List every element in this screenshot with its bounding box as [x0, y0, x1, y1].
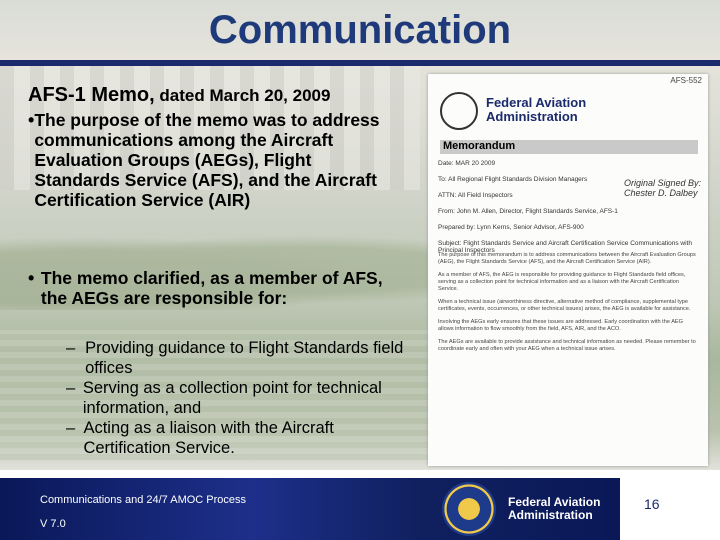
- sub-item: [66, 338, 406, 378]
- doc-field: From: John M. Allen, Director, Flight Standards Service, AFS-1: [438, 208, 618, 215]
- doc-field: Date: MAR 20 2009: [438, 160, 496, 167]
- sub-item-text: Serving as a collection point for technical information, and: [82, 379, 382, 417]
- footer-version: V 7.0: [40, 518, 66, 530]
- doc-agency-line2: Administration: [486, 109, 578, 124]
- doc-field: Subject: Flight Standards Service and Aircraft Certification Service Communications with Principal Inspectors: [438, 240, 692, 254]
- memo-heading: [28, 84, 330, 107]
- memo-heading-big: AFS-1 Memo,: [28, 84, 155, 106]
- doc-body: [438, 252, 696, 359]
- sub-item: [66, 378, 406, 418]
- sub-item: [66, 418, 406, 458]
- dot-faa-seal-icon: [442, 482, 496, 536]
- bullet-text: The purpose of the memo was to address communications among the Aircraft Evaluation Groups (AEGs), Flight Standards Service (AFS), and the Aircraft Certification Service (AIR): [34, 110, 380, 210]
- dash: –: [66, 419, 76, 437]
- doc-signature: Original Signed By: Chester D. Dalbey: [624, 178, 702, 198]
- doc-paragraph: Involving the AEGs early ensures that these issues are addressed. Early coordination with the AEG allows information to flow smoothly from the field, AFS, AIR, and the ACO.: [438, 319, 684, 332]
- footer-agency-line1: Federal Aviation: [508, 495, 601, 509]
- doc-field: To: All Regional Flight Standards Division Managers: [438, 176, 588, 183]
- sub-list: [66, 338, 406, 458]
- footer-agency-line2: Administration: [508, 508, 593, 522]
- dash: –: [66, 339, 76, 357]
- doc-heading: Memorandum: [440, 140, 698, 154]
- dash: –: [66, 379, 76, 397]
- bullet-dot: •: [28, 110, 35, 130]
- doc-paragraph: As a member of AFS, the AEG is responsible for providing guidance to Flight Standards field offices, serving as a collection point for technical information and as a liaison with the Aircraft Certification Service.: [438, 272, 686, 292]
- doc-field: Prepared by: Lynn Kerns, Senior Advisor, AFS-900: [438, 224, 584, 231]
- sub-item-text: Providing guidance to Flight Standards field offices: [85, 339, 404, 377]
- page-number: 16: [644, 496, 660, 512]
- footer-strip: [0, 478, 420, 540]
- doc-agency: [486, 96, 586, 124]
- memo-heading-small: dated March 20, 2009: [154, 86, 331, 105]
- footer-title: Communications and 24/7 AMOC Process: [40, 494, 247, 506]
- doc-paragraph: The AEGs are available to provide assistance and technical information as needed. Please remember to coordinate early and often with your AEG when a technical issue arises.: [438, 339, 696, 352]
- memo-document-image: [428, 74, 708, 466]
- bullet-1: [28, 110, 388, 210]
- title-rule: [0, 60, 720, 66]
- slide-title: Communication: [208, 8, 512, 52]
- doc-field: ATTN: All Field Inspectors: [438, 192, 513, 199]
- bullet-2: [28, 268, 388, 308]
- doc-fields: [438, 160, 696, 263]
- bullet-text: The memo clarified, as a member of AFS, the AEGs are responsible for:: [40, 268, 383, 308]
- doc-stamp: AFS-552: [670, 76, 702, 85]
- sub-item-text: Acting as a liaison with the Aircraft Certification Service.: [83, 419, 334, 457]
- doc-paragraph: When a technical issue (airworthiness directive, alternative method of compliance, supplemental type certificates, events, occurrences, or other technical issues) arises, the AEG is available for assistance.: [438, 299, 691, 312]
- faa-seal-icon: [440, 92, 478, 130]
- bullet-dot: •: [28, 268, 35, 288]
- footer-agency: [508, 496, 600, 522]
- doc-paragraph: The purpose of this memorandum is to address communications between the Aircraft Evaluation Groups (AEG), the Flight Standards Service (AFS), and the Aircraft Certification Service (AIR).: [438, 252, 696, 265]
- doc-agency-line1: Federal Aviation: [486, 95, 587, 110]
